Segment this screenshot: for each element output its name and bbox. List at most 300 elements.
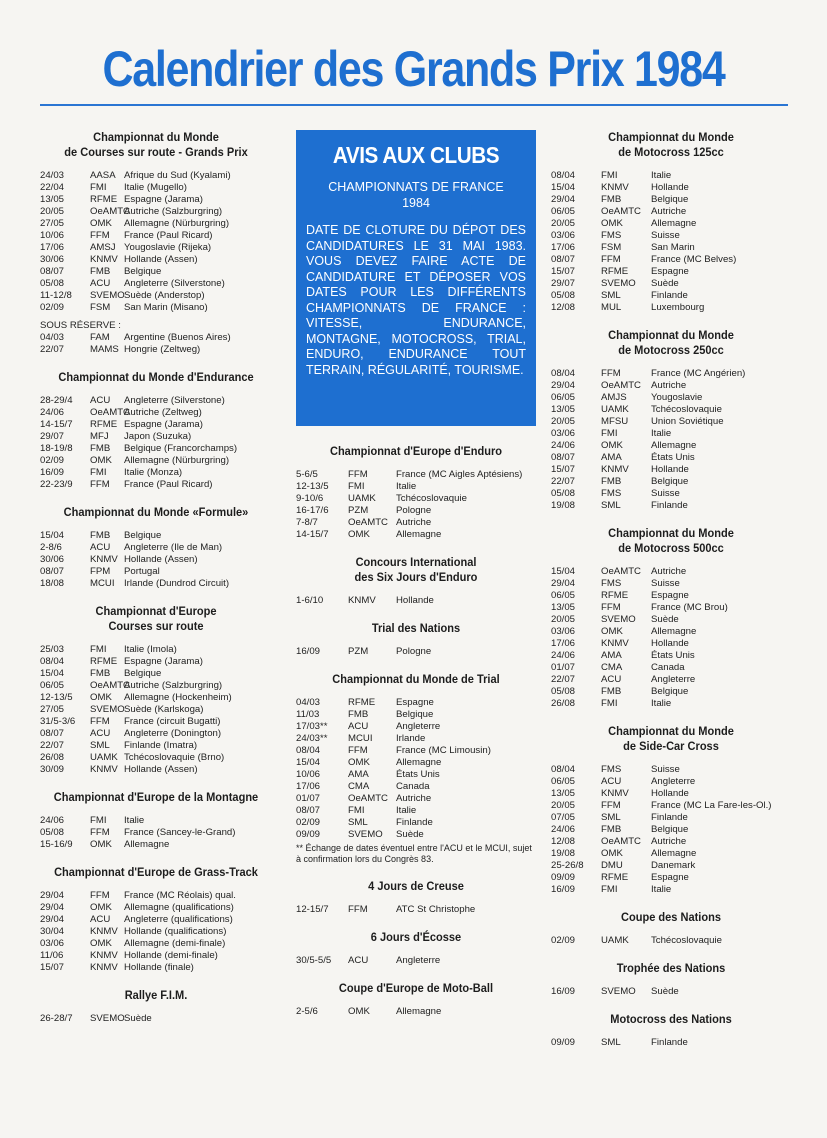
federation: OeAMTC [348, 793, 388, 804]
federation: SVEMO [90, 290, 125, 301]
federation: OeAMTC [601, 380, 641, 391]
event-location: France (MC La Fare-les-Ol.) [651, 800, 772, 811]
section-heading [49, 130, 262, 160]
event-date: 08/07 [296, 805, 321, 816]
event-date: 15/04 [296, 757, 321, 768]
event-location: Portugal [124, 566, 160, 577]
event-location: Angleterre (Donington) [124, 728, 222, 739]
event-date: 29/04 [40, 914, 65, 925]
event-location: Espagne [651, 266, 689, 277]
table-row [551, 416, 791, 428]
event-location: Hollande (demi-finale) [124, 950, 218, 961]
federation: SML [348, 817, 368, 828]
calendar-section [551, 961, 791, 998]
event-date: 03/06 [551, 626, 576, 637]
event-date: 24/03** [296, 733, 328, 744]
section-heading [306, 444, 527, 459]
event-date: 06/05 [551, 776, 576, 787]
event-date: 12/08 [551, 302, 576, 313]
calendar-section [40, 865, 272, 974]
event-date: 20/05 [551, 218, 576, 229]
table-row [551, 302, 791, 314]
calendar-section [40, 790, 272, 851]
title-rule [40, 104, 788, 106]
event-location: Allemagne [396, 529, 442, 540]
table-row [551, 614, 791, 626]
event-location: Italie [651, 698, 672, 709]
federation: AMA [601, 650, 622, 661]
event-location: Hollande (Assen) [124, 554, 198, 565]
table-row [40, 542, 272, 554]
event-date: 17/06 [551, 638, 576, 649]
event-location: Autriche [396, 793, 432, 804]
federation: FMB [601, 476, 622, 487]
event-location: Angleterre [651, 776, 696, 787]
event-date: 30/09 [40, 764, 65, 775]
event-date: 2-5/6 [296, 1006, 318, 1017]
federation: OMK [601, 440, 623, 451]
calendar-section [551, 526, 791, 710]
event-date: 01/07 [296, 793, 321, 804]
federation: KNMV [90, 962, 118, 973]
event-date: 22-23/9 [40, 479, 73, 490]
table-row [296, 709, 536, 721]
table-row [551, 1037, 791, 1049]
event-date: 08/04 [551, 170, 576, 181]
event-date: 16-17/6 [296, 505, 329, 516]
table-row [551, 836, 791, 848]
section-heading [49, 370, 262, 385]
event-location: Suède [124, 1013, 152, 1024]
section-heading [49, 604, 262, 634]
section-heading [49, 790, 262, 805]
event-date: 05/08 [551, 488, 576, 499]
calendar-section [296, 621, 536, 658]
event-location: France (MC Aigles Aptésiens) [396, 469, 523, 480]
table-row [551, 254, 791, 266]
event-location: Hongrie (Zeltweg) [124, 344, 201, 355]
federation: FFM [601, 800, 621, 811]
event-date: 02/09 [40, 455, 65, 466]
federation: FMI [601, 698, 618, 709]
calendar-section [40, 505, 272, 590]
federation: PZM [348, 505, 369, 516]
event-location: Autriche (Salzburgring) [124, 206, 223, 217]
event-location: Angleterre (Silverstone) [124, 278, 225, 289]
footnote: ** Échange de dates éventuel entre l'ACU et le MCUI, sujet à confirmation lors du Congrès 83. [296, 843, 532, 864]
federation: OMK [90, 218, 112, 229]
event-location: États Unis [651, 650, 695, 661]
event-location: Irlande (Dundrod Circuit) [124, 578, 230, 589]
federation: FFM [90, 230, 110, 241]
section-heading [49, 505, 262, 520]
federation: KNMV [601, 182, 629, 193]
event-location: Allemagne (demi-finale) [124, 938, 226, 949]
federation: FFM [348, 904, 368, 915]
event-location: Hollande (Assen) [124, 254, 198, 265]
calendar-section [40, 370, 272, 491]
event-date: 08/07 [40, 566, 65, 577]
federation: SVEMO [348, 829, 383, 840]
table-row [296, 904, 536, 916]
event-date: 27/05 [40, 704, 65, 715]
table-row [40, 242, 272, 254]
table-row [296, 745, 536, 757]
table-row [551, 662, 791, 674]
calendar-section [296, 672, 536, 865]
federation: OMK [348, 529, 370, 540]
table-row [40, 554, 272, 566]
event-location: Autriche [651, 566, 687, 577]
calendar-section [551, 130, 791, 314]
event-date: 29/07 [40, 431, 65, 442]
table-row [40, 644, 272, 656]
event-location: France (circuit Bugatti) [124, 716, 221, 727]
event-location: Luxembourg [651, 302, 705, 313]
event-location: Japon (Suzuka) [124, 431, 192, 442]
table-row [40, 815, 272, 827]
event-date: 18/08 [40, 578, 65, 589]
event-location: Tchécoslovaquie [396, 493, 467, 504]
federation: OeAMTC [90, 680, 130, 691]
event-location: Espagne [651, 590, 689, 601]
event-date: 1-6/10 [296, 595, 324, 606]
federation: OMK [348, 757, 370, 768]
event-location: Suède [651, 278, 679, 289]
table-row [551, 824, 791, 836]
event-location: Finlande (Imatra) [124, 740, 198, 751]
event-location: Italie [651, 884, 672, 895]
event-date: 09/09 [551, 872, 576, 883]
table-row [40, 1013, 272, 1025]
table-row [551, 278, 791, 290]
federation: OMK [90, 455, 112, 466]
federation: SML [601, 290, 621, 301]
federation: FFM [90, 479, 110, 490]
table-row [551, 170, 791, 182]
event-location: Danemark [651, 860, 696, 871]
event-location: Tchécoslovaquie [651, 404, 722, 415]
event-location: Tchécoslovaquie (Brno) [124, 752, 225, 763]
federation: ACU [348, 955, 369, 966]
table-row [551, 884, 791, 896]
event-date: 05/08 [551, 290, 576, 301]
table-row [551, 194, 791, 206]
event-date: 06/05 [551, 392, 576, 403]
federation: ACU [90, 914, 111, 925]
federation: FMB [348, 709, 369, 720]
table-row [40, 419, 272, 431]
event-date: 08/07 [40, 266, 65, 277]
event-location: Autriche [651, 206, 687, 217]
event-location: Belgique [651, 476, 689, 487]
section-heading-line: Concours International [355, 555, 477, 569]
section-heading-line: Trial des Nations [371, 621, 461, 635]
event-date: 17/06 [551, 242, 576, 253]
event-date: 09/09 [296, 829, 321, 840]
federation: FMB [90, 530, 111, 541]
event-date: 10/06 [296, 769, 321, 780]
table-row [551, 266, 791, 278]
event-date: 19/08 [551, 500, 576, 511]
section-heading-line: de Motocross 125cc [618, 145, 724, 159]
event-location: Autriche [651, 836, 687, 847]
federation: FMB [90, 443, 111, 454]
federation: FMI [348, 481, 365, 492]
table-row [40, 395, 272, 407]
event-date: 24/06 [551, 440, 576, 451]
federation: FMS [601, 764, 622, 775]
federation: UAMK [348, 493, 376, 504]
event-date: 16/09 [296, 646, 321, 657]
event-location: Espagne [651, 872, 689, 883]
table-row [551, 872, 791, 884]
event-date: 24/06 [551, 824, 576, 835]
table-row [551, 452, 791, 464]
event-location: Espagne (Jarama) [124, 656, 203, 667]
event-date: 15/07 [551, 464, 576, 475]
event-location: États Unis [396, 769, 440, 780]
table-row [296, 817, 536, 829]
section-heading-line: Coupe d'Europe de Moto-Ball [338, 981, 494, 995]
federation: FMI [348, 805, 365, 816]
calendar-section [551, 910, 791, 947]
event-location: Italie (Monza) [124, 467, 183, 478]
federation: OeAMTC [601, 566, 641, 577]
section-heading [561, 961, 782, 976]
section-heading-line: Motocross des Nations [610, 1012, 732, 1026]
event-location: Angleterre (qualifications) [124, 914, 233, 925]
event-location: Canada [396, 781, 430, 792]
table-row [551, 776, 791, 788]
event-date: 11/03 [296, 709, 320, 720]
section-heading-line: de Motocross 500cc [618, 541, 724, 555]
event-date: 07/05 [551, 812, 576, 823]
event-date: 05/08 [40, 827, 65, 838]
table-row [296, 829, 536, 841]
section-heading [561, 526, 782, 556]
event-location: Angleterre [651, 674, 696, 685]
event-location: Hollande [651, 182, 689, 193]
section-heading-line: de Courses sur route - Grands Prix [64, 145, 248, 159]
federation: MCUI [348, 733, 373, 744]
table-row [40, 254, 272, 266]
federation: FFM [90, 716, 110, 727]
event-location: Hollande [396, 595, 434, 606]
table-row [551, 566, 791, 578]
table-row [551, 488, 791, 500]
event-date: 14-15/7 [40, 419, 73, 430]
federation: ACU [90, 278, 111, 289]
table-row [296, 493, 536, 505]
table-row [40, 839, 272, 851]
event-location: Suisse [651, 764, 680, 775]
event-date: 08/04 [551, 368, 576, 379]
federation: AMA [601, 452, 622, 463]
table-row [296, 469, 536, 481]
event-date: 24/06 [551, 650, 576, 661]
table-row [40, 962, 272, 974]
federation: RFME [348, 697, 376, 708]
event-date: 03/06 [551, 428, 576, 439]
event-date: 11-12/8 [40, 290, 72, 301]
event-date: 12-15/7 [296, 904, 329, 915]
federation: KNMV [601, 464, 629, 475]
table-row [551, 182, 791, 194]
column-middle-sections [296, 444, 536, 1018]
avis-heading: AVIS AUX CLUBS [332, 142, 500, 168]
federation: OeAMTC [90, 407, 130, 418]
avis-subtitle-line: CHAMPIONNATS DE FRANCE [328, 180, 504, 194]
table-row [551, 686, 791, 698]
table-row [40, 926, 272, 938]
table-row [551, 368, 791, 380]
event-location: France (MC Brou) [651, 602, 728, 613]
federation: SML [601, 812, 621, 823]
event-location: Suisse [651, 578, 680, 589]
federation: FMI [90, 182, 107, 193]
event-date: 31/5-3/6 [40, 716, 76, 727]
federation: FFM [601, 602, 621, 613]
table-row [40, 728, 272, 740]
section-heading-line: Championnat d'Europe d'Enduro [329, 444, 503, 458]
event-location: Autriche (Zeltweg) [124, 407, 202, 418]
federation: UAMK [601, 935, 629, 946]
section-heading [306, 981, 527, 996]
section-heading-line: Championnat du Monde d'Endurance [58, 370, 254, 384]
federation: OMK [601, 218, 623, 229]
event-date: 12-13/5 [296, 481, 329, 492]
event-date: 06/05 [40, 680, 65, 691]
event-location: Italie [124, 815, 145, 826]
event-date: 06/05 [551, 590, 576, 601]
column-right [551, 130, 791, 1063]
event-date: 29/04 [551, 194, 576, 205]
event-date: 17/03** [296, 721, 328, 732]
page-title: Calendrier des Grands Prix 1984 [102, 41, 725, 97]
event-date: 30/06 [40, 254, 65, 265]
calendar-section [296, 555, 536, 607]
section-heading-line: Championnat du Monde [608, 526, 734, 540]
event-date: 25/03 [40, 644, 65, 655]
reserve-label: SOUS RÉSERVE : [40, 320, 121, 331]
section-heading [561, 328, 782, 358]
federation: KNMV [90, 926, 118, 937]
event-location: Allemagne (Nürburgring) [124, 455, 230, 466]
event-date: 05/08 [551, 686, 576, 697]
table-row [551, 860, 791, 872]
federation: FFM [348, 469, 368, 480]
event-location: Suède [651, 614, 679, 625]
table-row [40, 455, 272, 467]
event-date: 12-13/5 [40, 692, 73, 703]
event-location: Autriche [396, 517, 432, 528]
event-date: 08/04 [551, 764, 576, 775]
section-heading-line: Courses sur route [108, 619, 204, 633]
federation: FSM [90, 302, 111, 313]
event-date: 29/04 [40, 890, 65, 901]
federation: UAMK [601, 404, 629, 415]
event-date: 13/05 [551, 404, 576, 415]
calendar-section [296, 444, 536, 541]
federation: DMU [601, 860, 623, 871]
event-date: 03/06 [40, 938, 65, 949]
table-row [296, 697, 536, 709]
event-location: Union Soviétique [651, 416, 724, 427]
table-row [296, 505, 536, 517]
table-row [40, 752, 272, 764]
table-row [40, 740, 272, 752]
table-row [551, 698, 791, 710]
event-date: 29/04 [40, 902, 65, 913]
section-heading [306, 930, 527, 945]
event-location: France (Paul Ricard) [124, 479, 213, 490]
section-heading [49, 988, 262, 1003]
calendar-section [40, 988, 272, 1025]
federation: FMB [601, 194, 622, 205]
table-row [40, 578, 272, 590]
federation: SVEMO [90, 1013, 125, 1024]
table-row [551, 800, 791, 812]
federation: OMK [90, 839, 112, 850]
section-heading [561, 1012, 782, 1027]
table-row [40, 479, 272, 491]
table-row [551, 464, 791, 476]
federation: ACU [348, 721, 369, 732]
event-location: France (Sancey-le-Grand) [124, 827, 236, 838]
federation: OMK [90, 692, 112, 703]
event-location: Canada [651, 662, 685, 673]
event-date: 02/09 [40, 302, 65, 313]
event-location: Allemagne [651, 440, 697, 451]
table-row [40, 230, 272, 242]
section-heading-line: Championnat du Monde de Trial [332, 672, 500, 686]
event-location: Allemagne [651, 218, 697, 229]
federation: FMB [90, 266, 111, 277]
section-heading [306, 555, 527, 585]
event-location: Suède [396, 829, 424, 840]
federation: FAM [90, 332, 110, 343]
section-heading [561, 910, 782, 925]
event-location: Allemagne [651, 848, 697, 859]
event-date: 22/07 [40, 344, 65, 355]
event-date: 20/05 [551, 800, 576, 811]
table-row [551, 626, 791, 638]
federation: FMS [601, 230, 622, 241]
federation: AMA [348, 769, 369, 780]
event-location: France (MC Réolais) qual. [124, 890, 236, 901]
federation: FMS [601, 488, 622, 499]
event-date: 9-10/6 [296, 493, 324, 504]
federation: KNMV [90, 254, 118, 265]
calendar-section [40, 604, 272, 776]
event-location: Finlande [651, 290, 688, 301]
calendar-section [551, 328, 791, 512]
event-date: 26/08 [40, 752, 65, 763]
table-row [296, 1006, 536, 1018]
event-date: 14-15/7 [296, 529, 329, 540]
table-row [296, 646, 536, 658]
federation: ACU [601, 776, 622, 787]
table-row [296, 595, 536, 607]
table-row [40, 764, 272, 776]
event-location: Espagne (Jarama) [124, 419, 203, 430]
federation: CMA [348, 781, 370, 792]
event-location: Angleterre [396, 955, 441, 966]
event-date: 13/05 [551, 602, 576, 613]
event-location: Italie [396, 805, 417, 816]
table-row [551, 290, 791, 302]
